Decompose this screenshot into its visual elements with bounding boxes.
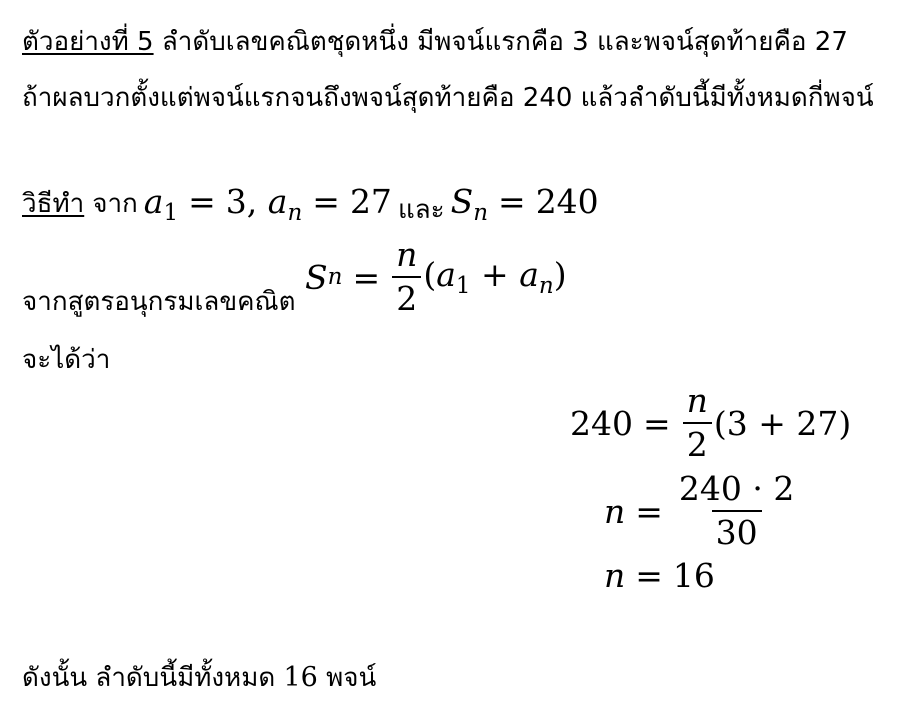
formula-numerator: n: [396, 235, 418, 274]
step3-lhs: n: [604, 556, 626, 595]
problem-line-1: [22, 26, 848, 58]
step3-rhs: 16: [672, 556, 715, 595]
problem-line-2: [22, 82, 874, 114]
step1-lhs: 240: [570, 403, 633, 443]
equation-step-2: n = $\frac{240 \cdot 2}{30}$: [604, 470, 800, 552]
given-sn: $S_n = 240$: [450, 182, 599, 226]
formula-fraction: [392, 236, 421, 318]
step2-numerator: 240 · 2: [678, 469, 795, 508]
step1-numerator: n: [686, 381, 708, 420]
sum-formula: S n = $\frac{n}{2}$ $(a_1 + a_n)$: [305, 235, 567, 318]
sn-value: 240: [535, 182, 599, 221]
given-a1: $a_1 = 3$, $a_n = 27$: [143, 182, 392, 226]
equation-step-1: 240 = $\frac{n}{2}$ (3 + 27): [570, 381, 852, 464]
formula-denominator: 2: [392, 276, 421, 318]
problem-text-1: ลำดับเลขคณิตชุดหนึ่ง มีพจน์แรกคือ 3 และพจน์สุดท้ายคือ 27: [161, 27, 848, 57]
and-text: และ: [397, 195, 445, 225]
step1-paren: (3 + 27): [713, 403, 852, 443]
answer-suffix: พจน์: [326, 663, 377, 693]
step1-fraction: [683, 382, 712, 464]
answer-value: 16: [283, 662, 318, 693]
answer-prefix: ดังนั้น ลำดับนี้มีทั้งหมด: [22, 663, 276, 693]
step2-denominator: 30: [712, 510, 762, 552]
formula-label: จากสูตรอนุกรมเลขคณิต: [22, 287, 296, 317]
an-value: 27: [349, 182, 392, 221]
a1-value: 3: [225, 182, 247, 221]
example-label: ตัวอย่างที่ 5: [22, 27, 154, 57]
we-get-label: จะได้ว่า: [22, 345, 111, 375]
step1-denominator: 2: [683, 422, 712, 464]
equation-step-3: n = 16: [604, 556, 715, 595]
given-line: [22, 182, 599, 226]
step2-fraction: [675, 470, 798, 552]
from-text: จาก: [92, 189, 138, 219]
problem-text-2: ถ้าผลบวกตั้งแต่พจน์แรกจนถึงพจน์สุดท้ายคือ 240 แล้วลำดับนี้มีทั้งหมดกี่พจน์: [22, 83, 874, 113]
step2-lhs: n: [604, 491, 626, 531]
answer-line: [22, 662, 376, 694]
solution-label: วิธีทำ: [22, 189, 85, 219]
